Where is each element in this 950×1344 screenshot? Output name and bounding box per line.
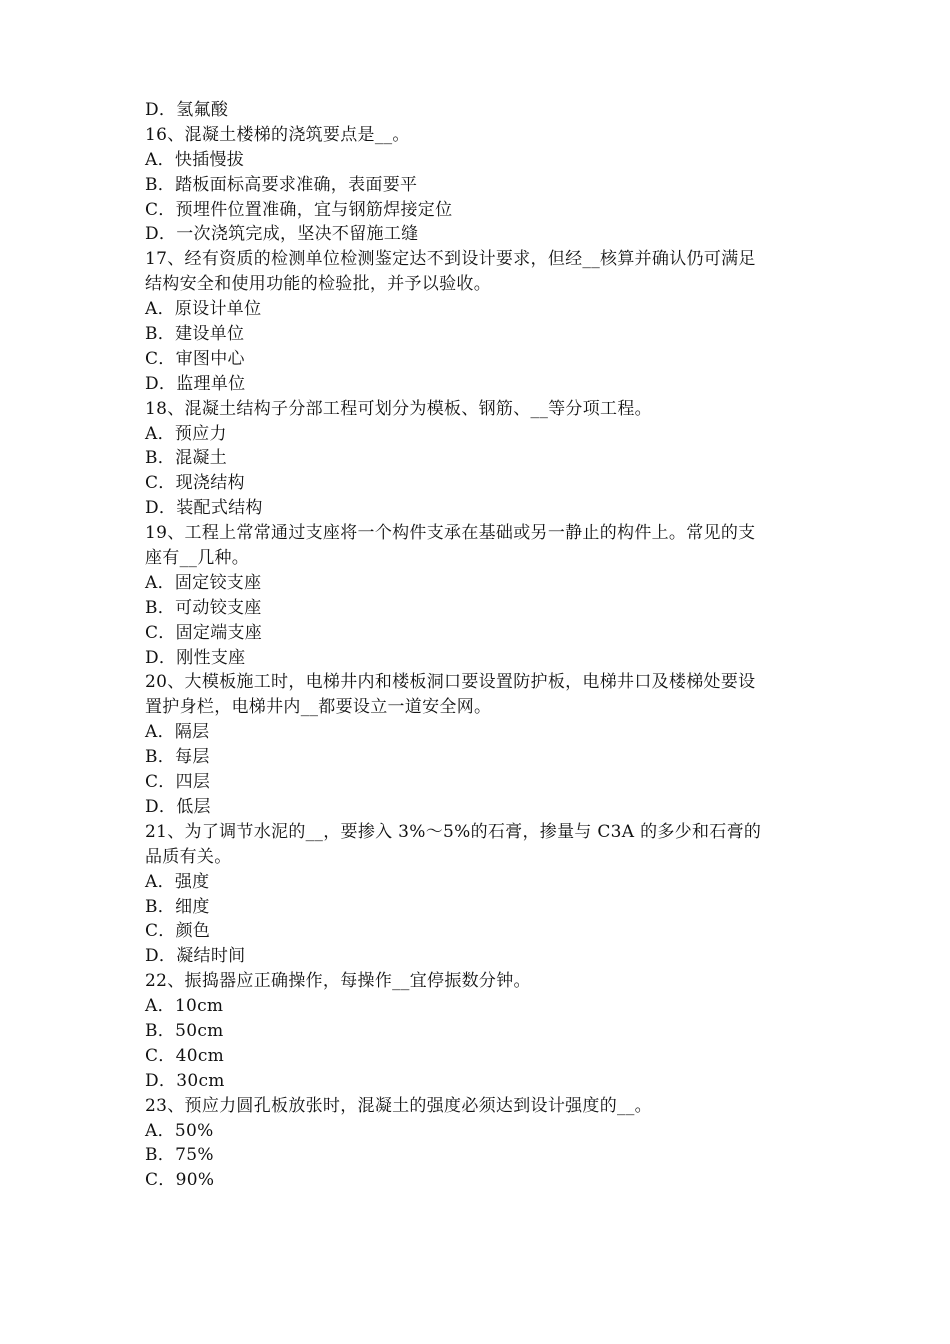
option-line: C．四层 [145, 772, 211, 793]
option-line: D．刚性支座 [145, 647, 246, 668]
option-line: D．30cm [145, 1070, 225, 1091]
question-line: 17、经有资质的检测单位检测鉴定达不到设计要求，但经__核算并确认仍可满足 [145, 249, 756, 270]
option-line: B．75% [145, 1145, 214, 1166]
question-line: 座有__几种。 [145, 548, 250, 569]
question-line: 23、预应力圆孔板放张时，混凝土的强度必须达到设计强度的__。 [145, 1095, 652, 1116]
option-line: D．氢氟酸 [145, 100, 229, 120]
option-line: B．混凝土 [145, 448, 227, 469]
option-line: C．审图中心 [145, 348, 245, 369]
option-line: B．建设单位 [145, 324, 245, 345]
question-line: 16、混凝土楼梯的浇筑要点是__。 [145, 124, 410, 145]
option-line: B．50cm [145, 1020, 224, 1041]
question-line: 19、工程上常常通过支座将一个构件支承在基础或另一静止的构件上。常见的支 [145, 523, 756, 544]
option-line: D．监理单位 [145, 373, 246, 394]
option-line: C．40cm [145, 1045, 225, 1066]
option-line: C．90% [145, 1170, 215, 1191]
option-line: D．低层 [145, 796, 211, 817]
option-line: C．颜色 [145, 921, 211, 942]
option-line: C．现浇结构 [145, 473, 245, 494]
option-line: A．10cm [145, 996, 224, 1017]
document-page [145, 98, 810, 1193]
question-line: 21、为了调节水泥的__，要掺入 3%～5%的石膏，掺量与 C3A 的多少和石膏的 [145, 821, 762, 842]
option-line: C．固定端支座 [145, 622, 263, 643]
question-line: 22、振捣器应正确操作，每操作__宜停振数分钟。 [145, 971, 531, 992]
question-line: 结构安全和使用功能的检验批，并予以验收。 [145, 274, 491, 295]
option-line: A．50% [145, 1120, 214, 1141]
question-line: 置护身栏，电梯井内__都要设立一道安全网。 [145, 697, 492, 718]
option-line: B．每层 [145, 747, 210, 768]
option-line: A．原设计单位 [145, 299, 262, 320]
question-line: 品质有关。 [145, 846, 232, 867]
question-line: 18、混凝土结构子分部工程可划分为模板、钢筋、__等分项工程。 [145, 398, 652, 419]
option-line: A．强度 [145, 871, 210, 892]
option-line: A．固定铰支座 [145, 572, 262, 593]
option-line: A．快插慢拔 [145, 149, 245, 170]
option-line: D．凝结时间 [145, 946, 246, 967]
option-line: B．踏板面标高要求准确，表面要平 [145, 174, 418, 195]
option-line: D．一次浇筑完成，坚决不留施工缝 [145, 224, 419, 245]
option-line: C．预埋件位置准确，宜与钢筋焊接定位 [145, 199, 453, 220]
option-line: A．隔层 [145, 722, 210, 743]
question-line: 20、大模板施工时，电梯井内和楼板洞口要设置防护板，电梯井口及楼梯处要设 [145, 672, 756, 693]
option-line: B．可动铰支座 [145, 597, 262, 618]
option-line: D．装配式结构 [145, 498, 263, 519]
option-line: A．预应力 [145, 423, 227, 444]
option-line: B．细度 [145, 896, 210, 917]
